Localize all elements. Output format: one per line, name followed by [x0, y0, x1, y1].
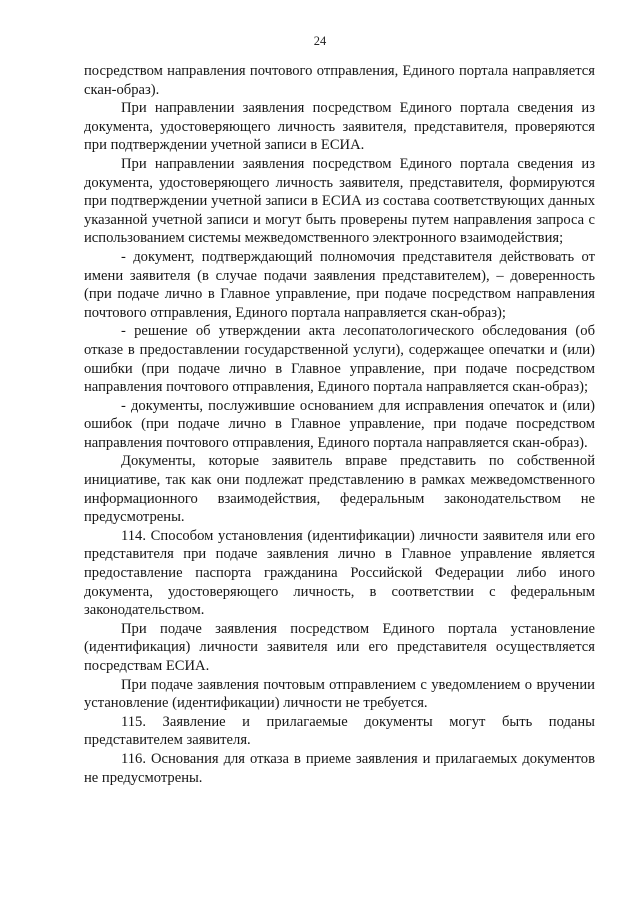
page-number: 24 — [313, 34, 327, 48]
paragraph-esia-form: При направлении заявления посредством Единого портала сведения из документа, удостоверяющего личность заявителя, представителя, формируются при подтверждении учетной записи в ЕСИА из состава соответствующих данных указанной учетной записи и могут быть проверены путем направления запроса с использованием системы межведомственного электронного взаимодействия; — [84, 155, 595, 247]
list-item-decision: - решение об утверждении акта лесопатологического обследования (об отказе в предоставлении государственной услуги), содержащее опечатки и (или) ошибки (при подаче лично в Главное управление, при подаче посредством направления почтового отправления, Единого портала направляется скан-образ); — [84, 323, 595, 396]
paragraph-esia-check: При направлении заявления посредством Единого портала сведения из документа, удостоверяющего личность заявителя, представителя, проверяются при подтверждении учетной записи в ЕСИА. — [84, 100, 595, 154]
paragraph-continued: посредством направления почтового отправления, Единого портала направляется скан-образ). — [84, 63, 595, 98]
list-item-correction-docs: - документы, послужившие основанием для исправления опечаток и (или) ошибок (при подаче лично в Главное управление, при подаче посредством направления почтового отправления, Единого портала направляется скан-образ). — [84, 397, 595, 451]
clause-114: 114. Способом установления (идентификации) личности заявителя или его представителя при подаче заявления лично в Главное управление является предоставление паспорта гражданина Российской Федерации либо иного документа, удостоверяющего личность, в соответствии с федеральным законодательством. — [84, 527, 595, 619]
paragraph-own-initiative: Документы, которые заявитель вправе представить по собственной инициативе, так как они подлежат представлению в рамках межведомственного информационного взаимодействия, федеральным законодательством не предусмотрены. — [84, 453, 595, 526]
clause-115: 115. Заявление и прилагаемые документы могут быть поданы представителем заявителя. — [84, 713, 595, 749]
paragraph-portal-identification: При подаче заявления посредством Единого портала установление (идентификация) личности заявителя или его представителя осуществляется посредствам ЕСИА. — [84, 620, 595, 674]
list-item-power-of-attorney: - документ, подтверждающий полномочия представителя действовать от имени заявителя (в случае подачи заявления представителем), – доверенность (при подаче лично в Главное управление, при подаче посредством направления почтового отправления, Единого портала направляется скан-образ); — [84, 248, 595, 321]
document-body — [84, 62, 595, 787]
clause-116: 116. Основания для отказа в приеме заявления и прилагаемых документов не предусмотрены. — [84, 750, 595, 786]
paragraph-postal-identification: При подаче заявления почтовым отправлением с уведомлением о вручении установление (идентификации) личности не требуется. — [84, 676, 595, 712]
